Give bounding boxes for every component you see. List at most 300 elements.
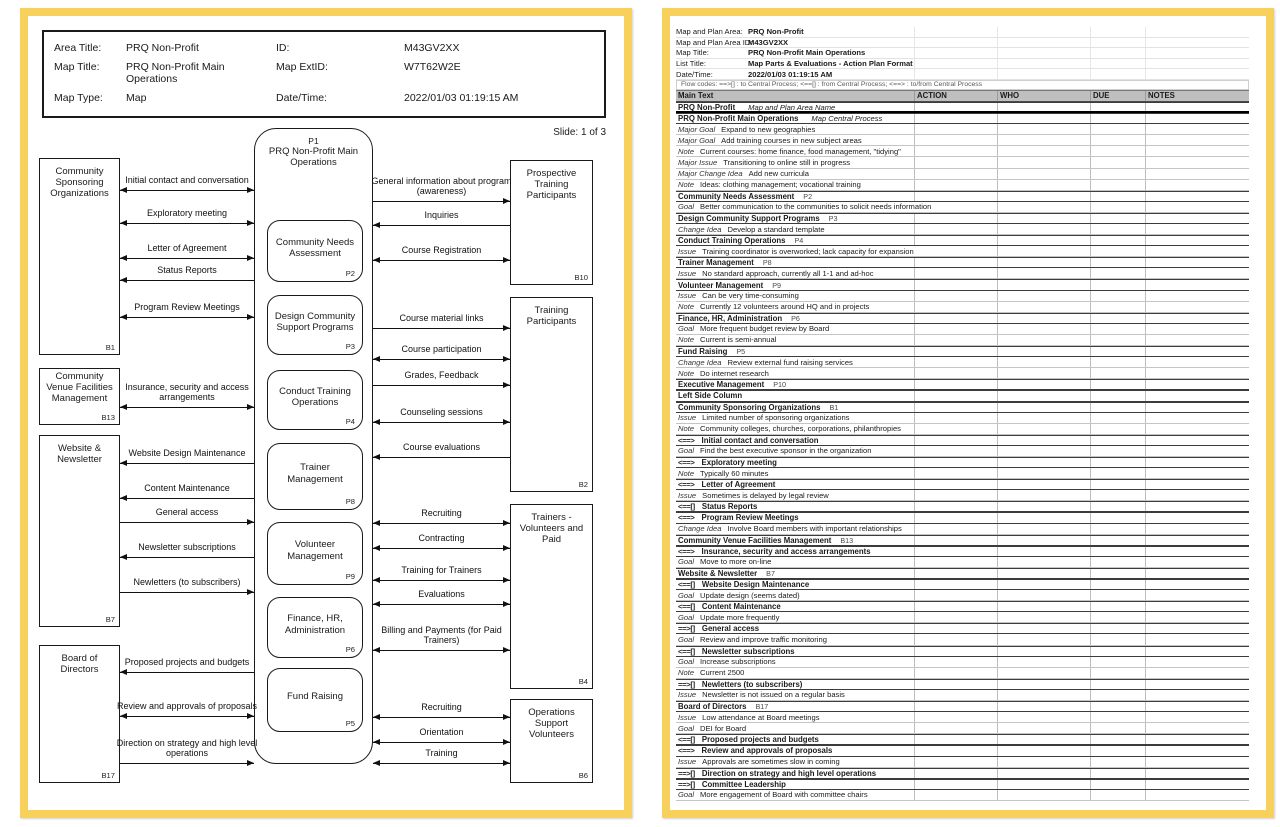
flow-code-glyph: <==[] xyxy=(678,580,695,590)
gridline xyxy=(997,169,998,179)
gridline xyxy=(914,468,915,478)
row-section-text: Community Sponsoring Organizations xyxy=(678,402,821,412)
external-box-label: Board of Directors xyxy=(60,653,99,676)
gridline xyxy=(914,114,915,123)
external-box-code: B6 xyxy=(578,771,588,780)
meta-empty-cell xyxy=(997,69,1090,79)
gridline xyxy=(1090,436,1091,445)
flow-code-glyph: <==[] xyxy=(678,646,695,656)
row-attr-prefix: Issue xyxy=(678,413,697,423)
gridline xyxy=(1145,712,1146,722)
flow-arrow-right-14-line xyxy=(373,742,510,743)
table-content-rows xyxy=(676,102,1249,801)
central-process-title: PRQ Non-Profit Main Operations xyxy=(268,146,359,168)
arrowhead-right-icon xyxy=(247,519,254,525)
gridline xyxy=(914,291,915,301)
flow-code-glyph: ==>[] xyxy=(678,768,695,778)
flow-arrow-left-0-label: Initial contact and conversation xyxy=(125,174,249,185)
row-attr-text: Increase subscriptions xyxy=(700,657,776,667)
flow-code-glyph: <==> xyxy=(678,435,695,445)
flow-arrow-right-9-label: Contracting xyxy=(418,532,465,543)
flow-arrow-left-8-label: General access xyxy=(155,506,219,517)
gridline xyxy=(997,569,998,578)
gridline xyxy=(1090,291,1091,301)
gridline xyxy=(914,446,915,456)
flow-code-glyph: <==> xyxy=(678,513,695,523)
gridline xyxy=(997,124,998,134)
gridline xyxy=(1090,602,1091,611)
row-flow-text: Exploratory meeting xyxy=(701,458,777,468)
row-section-code: P3 xyxy=(828,213,838,223)
table-row xyxy=(676,657,1249,668)
row-title-note: Map Central Process xyxy=(811,114,883,124)
gridline xyxy=(997,391,998,400)
row-main-text xyxy=(676,357,856,367)
gridline xyxy=(914,224,915,234)
flow-arrow-left-11-line xyxy=(120,672,254,673)
gridline xyxy=(1145,157,1146,167)
gridline xyxy=(997,612,998,622)
gridline xyxy=(1145,657,1146,667)
flow-arrow-right-3-line xyxy=(373,328,510,329)
row-main-text xyxy=(676,502,760,511)
flow-arrow-left-9-label: Newsletter subscriptions xyxy=(138,541,236,552)
flow-arrow-left-5-label: Insurance, security and access arrangements xyxy=(125,381,249,402)
row-section-code: P8 xyxy=(762,258,772,268)
header-field-value: 2022/01/03 01:19:15 AM xyxy=(404,92,519,104)
gridline xyxy=(997,214,998,223)
flow-arrow-right-12-line xyxy=(373,650,510,651)
gridline xyxy=(1145,324,1146,334)
gridline xyxy=(914,413,915,423)
column-header: WHO xyxy=(997,91,1090,101)
row-main-text xyxy=(676,291,802,301)
row-main-text xyxy=(676,192,815,201)
process-box-p3 xyxy=(267,295,363,355)
gridline xyxy=(1090,368,1091,378)
gridline xyxy=(997,513,998,522)
table-row xyxy=(676,712,1249,723)
row-flow-text: Letter of Agreement xyxy=(701,480,776,490)
arrowhead-left-icon xyxy=(373,356,380,362)
row-section-code: P6 xyxy=(791,313,800,323)
row-attr-prefix: Goal xyxy=(678,723,695,733)
gridline xyxy=(1090,590,1091,600)
external-box-label: Website & Newsletter xyxy=(57,443,102,466)
process-box-code: P6 xyxy=(345,645,355,654)
flow-arrow-left-12-line xyxy=(120,716,254,717)
table-row xyxy=(676,501,1249,512)
row-attr-text: Typically 60 minutes xyxy=(700,468,769,478)
row-attr-text: Review external fund raising services xyxy=(727,357,853,367)
meta-value: PRQ Non-Profit Main Operations xyxy=(748,48,866,58)
gridline xyxy=(997,790,998,800)
arrowhead-right-icon xyxy=(247,589,254,595)
header-field-value: W7T62W2E xyxy=(404,61,461,73)
meta-value: M43GV2XX xyxy=(748,37,789,47)
gridline xyxy=(1145,536,1146,545)
meta-label: Map and Plan Area: xyxy=(676,27,743,37)
gridline xyxy=(997,135,998,145)
arrowhead-right-icon xyxy=(503,545,510,551)
arrowhead-right-icon xyxy=(503,257,510,263)
arrowhead-left-icon xyxy=(373,760,380,766)
flow-arrow-right-3-label: Course material links xyxy=(399,312,484,323)
flow-arrow-left-6-line xyxy=(120,463,254,464)
row-attr-text: Current courses: home finance, food management, "tidying" xyxy=(700,146,901,156)
arrowhead-left-icon xyxy=(373,601,380,607)
gridline xyxy=(997,436,998,445)
flow-arrow-left-1-label: Exploratory meeting xyxy=(146,207,228,218)
gridline xyxy=(1145,135,1146,145)
flow-arrow-right-9-line xyxy=(373,548,510,549)
gridline xyxy=(1090,780,1091,789)
process-box-p2 xyxy=(267,220,363,282)
row-main-text xyxy=(676,680,805,689)
row-attr-prefix: Major Issue xyxy=(678,157,718,167)
external-box-label: Community Venue Facilities Management xyxy=(46,371,113,405)
gridline xyxy=(997,547,998,556)
table-row xyxy=(676,279,1249,290)
row-main-text xyxy=(676,780,789,789)
row-attr-prefix: Note xyxy=(678,468,695,478)
flow-arrow-left-9-line xyxy=(120,557,254,558)
table-row xyxy=(676,435,1249,446)
gridline xyxy=(914,657,915,667)
header-field-value: PRQ Non-Profit xyxy=(126,42,199,54)
table-row xyxy=(676,302,1249,313)
gridline xyxy=(1090,647,1091,656)
row-section-code: B13 xyxy=(840,535,854,545)
gridline xyxy=(997,324,998,334)
gridline xyxy=(1090,468,1091,478)
flow-arrow-right-10-line xyxy=(373,580,510,581)
row-section-code: P9 xyxy=(772,280,781,290)
flow-arrow-right-14-label: Orientation xyxy=(419,726,464,737)
header-field-label: Map ExtID: xyxy=(276,61,328,73)
gridline xyxy=(1145,335,1146,345)
row-attr-text: Better communication to the communities to solicit needs information xyxy=(700,202,932,212)
flow-arrow-left-13-line xyxy=(120,763,254,764)
arrowhead-right-icon xyxy=(247,187,254,193)
gridline xyxy=(997,590,998,600)
gridline xyxy=(914,280,915,289)
row-attr-text: Add new curricula xyxy=(748,169,809,179)
arrowhead-left-icon xyxy=(120,669,127,675)
gridline xyxy=(914,380,915,389)
gridline xyxy=(914,103,915,111)
gridline xyxy=(914,602,915,611)
meta-empty-cell xyxy=(914,48,997,58)
process-box-p4 xyxy=(267,370,363,430)
table-row xyxy=(676,324,1249,335)
gridline xyxy=(1145,103,1146,111)
arrowhead-right-icon xyxy=(503,739,510,745)
gridline xyxy=(1090,513,1091,522)
table-meta-rows xyxy=(676,22,1249,80)
gridline xyxy=(914,712,915,722)
process-box-p8 xyxy=(267,443,363,510)
flow-code-glyph: <==[] xyxy=(678,602,695,612)
gridline xyxy=(997,446,998,456)
meta-empty-cell xyxy=(914,69,997,79)
header-field-value: M43GV2XX xyxy=(404,42,460,54)
flow-code-glyph: <==> xyxy=(678,746,695,756)
gridline xyxy=(997,302,998,312)
row-main-text xyxy=(676,347,748,356)
gridline xyxy=(914,735,915,744)
gridline xyxy=(914,490,915,500)
gridline xyxy=(914,480,915,489)
gridline xyxy=(1090,746,1091,755)
gridline xyxy=(1145,590,1146,600)
row-main-text xyxy=(676,246,917,256)
table-row xyxy=(676,745,1249,756)
gridline xyxy=(1145,146,1146,156)
flow-arrow-right-6-label: Counseling sessions xyxy=(400,406,483,417)
arrowhead-right-icon xyxy=(503,647,510,653)
flow-code-glyph: ==>[] xyxy=(678,624,695,634)
row-flow-text: General access xyxy=(701,624,760,634)
flow-arrow-right-10-label: Training for Trainers xyxy=(401,564,482,575)
row-main-text xyxy=(676,612,782,622)
row-section-code: B17 xyxy=(755,702,769,712)
gridline xyxy=(1090,657,1091,667)
gridline xyxy=(997,268,998,278)
process-box-code: P8 xyxy=(345,497,355,506)
gridline xyxy=(1145,268,1146,278)
map-diagram xyxy=(28,16,624,810)
gridline xyxy=(1145,480,1146,489)
gridline xyxy=(1145,612,1146,622)
column-header: Main Text xyxy=(678,91,714,101)
gridline xyxy=(997,258,998,267)
gridline xyxy=(997,647,998,656)
row-section-code: P5 xyxy=(736,347,746,357)
row-attr-text: Involve Board members with important relationships xyxy=(727,524,902,534)
gridline xyxy=(1145,557,1146,567)
gridline xyxy=(1145,634,1146,644)
table-row xyxy=(676,335,1249,346)
gridline xyxy=(914,391,915,400)
gridline xyxy=(914,702,915,711)
gridline xyxy=(997,624,998,633)
gridline xyxy=(1090,634,1091,644)
gridline xyxy=(914,769,915,778)
row-section-code: P4 xyxy=(794,236,804,246)
table-row xyxy=(676,446,1249,457)
process-box-code: P2 xyxy=(345,269,355,278)
meta-row xyxy=(676,59,1249,70)
flow-arrow-right-0-line xyxy=(373,201,510,202)
row-attr-text: Add training courses in new subject areas xyxy=(721,135,862,145)
table-row xyxy=(676,623,1249,634)
gridline xyxy=(914,324,915,334)
arrowhead-right-icon xyxy=(503,325,510,331)
flow-arrow-right-1-line xyxy=(373,225,510,226)
gridline xyxy=(914,347,915,356)
table-row xyxy=(676,768,1249,779)
gridline xyxy=(914,580,915,589)
gridline xyxy=(1145,391,1146,400)
flow-arrow-right-5-label: Grades, Feedback xyxy=(404,369,479,380)
row-section-code: B1 xyxy=(829,402,839,412)
table-row xyxy=(676,169,1249,180)
gridline xyxy=(1145,246,1146,256)
table-row xyxy=(676,701,1249,712)
meta-empty-cell xyxy=(914,59,997,69)
flow-arrow-left-7-label: Content Maintenance xyxy=(144,482,230,493)
row-main-text xyxy=(676,590,803,600)
flow-arrow-left-7-line xyxy=(120,498,254,499)
row-attr-text: Limited number of sponsoring organizations xyxy=(702,413,850,423)
gridline xyxy=(1090,569,1091,578)
row-attr-text: Current is semi-annual xyxy=(700,335,777,345)
row-main-text xyxy=(676,557,774,567)
row-main-text xyxy=(676,436,822,445)
gridline xyxy=(914,612,915,622)
flow-arrow-left-3-line xyxy=(120,280,254,281)
header-field-label: Map Title: xyxy=(54,61,100,73)
gridline xyxy=(1145,368,1146,378)
row-section-text: Community Needs Assessment xyxy=(678,191,795,201)
gridline xyxy=(1145,124,1146,134)
gridline xyxy=(997,357,998,367)
gridline xyxy=(1090,258,1091,267)
flow-code-glyph: <==> xyxy=(678,458,695,468)
gridline xyxy=(1145,413,1146,423)
process-box-label: Community Needs Assessment xyxy=(275,236,355,259)
gridline xyxy=(1145,735,1146,744)
gridline xyxy=(1145,690,1146,700)
row-attr-prefix: Major Change Idea xyxy=(678,169,743,179)
gridline xyxy=(1090,157,1091,167)
row-section-text: Community Venue Facilities Management xyxy=(678,535,832,545)
row-main-text xyxy=(676,468,771,478)
gridline xyxy=(914,723,915,733)
row-attr-text: Low attendance at Board meetings xyxy=(702,712,820,722)
external-box-label: Trainers - Volunteers and Paid xyxy=(519,512,584,546)
row-main-text xyxy=(676,335,779,345)
arrowhead-left-icon xyxy=(120,277,127,283)
flow-arrow-right-2-label: Course Registration xyxy=(401,244,482,255)
process-box-label: Design Community Support Programs xyxy=(274,310,356,333)
gridline xyxy=(1090,103,1091,111)
row-attr-prefix: Issue xyxy=(678,690,697,700)
flow-code-glyph: <==[] xyxy=(678,735,695,745)
flow-arrow-left-2-label: Letter of Agreement xyxy=(147,242,227,253)
gridline xyxy=(1090,246,1091,256)
gridline xyxy=(997,180,998,190)
row-attr-text: Current 2500 xyxy=(700,668,745,678)
row-attr-prefix: Goal xyxy=(678,446,695,456)
row-main-text xyxy=(676,769,879,778)
flow-arrow-right-7-label: Course evaluations xyxy=(402,441,481,452)
table-row xyxy=(676,757,1249,768)
row-attr-text: Community colleges, churches, corporations, philanthropies xyxy=(700,424,901,434)
gridline xyxy=(1145,723,1146,733)
gridline xyxy=(1145,524,1146,534)
gridline xyxy=(914,502,915,511)
gridline xyxy=(1145,214,1146,223)
arrowhead-right-icon xyxy=(503,714,510,720)
gridline xyxy=(914,513,915,522)
flow-arrow-left-4-label: Program Review Meetings xyxy=(134,301,240,312)
external-box-b17 xyxy=(39,645,120,783)
gridline xyxy=(1090,124,1091,134)
external-box-b10 xyxy=(510,160,593,285)
flow-code-glyph: <==> xyxy=(678,546,695,556)
row-attr-prefix: Change Idea xyxy=(678,224,722,234)
arrowhead-right-icon xyxy=(503,382,510,388)
gridline xyxy=(914,458,915,467)
table-row xyxy=(676,690,1249,701)
gridline xyxy=(997,424,998,434)
process-box-code: P5 xyxy=(345,719,355,728)
flow-arrow-right-4-line xyxy=(373,359,510,360)
gridline xyxy=(914,157,915,167)
gridline xyxy=(914,680,915,689)
table-row xyxy=(676,191,1249,202)
row-flow-text: Review and approvals of proposals xyxy=(701,746,833,756)
gridline xyxy=(997,202,998,212)
external-box-code: B10 xyxy=(574,273,588,282)
table-row xyxy=(676,124,1249,135)
gridline xyxy=(1090,180,1091,190)
arrowhead-left-icon xyxy=(373,714,380,720)
gridline xyxy=(1145,790,1146,800)
row-attr-prefix: Goal xyxy=(678,612,695,622)
gridline xyxy=(1090,712,1091,722)
flow-arrow-left-1-line xyxy=(120,223,254,224)
row-attr-text: Approvals are sometimes slow in coming xyxy=(702,757,840,767)
row-attr-prefix: Note xyxy=(678,180,695,190)
flow-arrow-right-0-label: General information about program (awareness) xyxy=(371,175,512,196)
flow-arrow-left-4-line xyxy=(120,317,254,318)
gridline xyxy=(1145,192,1146,201)
gridline xyxy=(1145,780,1146,789)
gridline xyxy=(1090,757,1091,767)
external-box-label: Training Participants xyxy=(526,305,577,328)
gridline xyxy=(1090,580,1091,589)
table-row xyxy=(676,535,1249,546)
table-row xyxy=(676,424,1249,435)
row-section-code: B7 xyxy=(766,568,775,578)
row-attr-text: DEI for Board xyxy=(700,723,747,733)
row-section-text: Board of Directors xyxy=(678,702,747,712)
meta-empty-cell xyxy=(914,38,997,48)
meta-empty-cell xyxy=(1090,27,1145,37)
gridline xyxy=(1090,335,1091,345)
gridline xyxy=(914,135,915,145)
row-main-text xyxy=(676,790,871,800)
table-row xyxy=(676,313,1249,324)
gridline xyxy=(1090,214,1091,223)
gridline xyxy=(1090,413,1091,423)
gridline xyxy=(1145,702,1146,711)
gridline xyxy=(1090,403,1091,412)
row-main-text xyxy=(676,214,840,223)
flow-arrow-left-8-line xyxy=(120,522,254,523)
meta-row xyxy=(676,27,1249,38)
row-attr-prefix: Goal xyxy=(678,635,695,645)
gridline xyxy=(914,335,915,345)
gridline xyxy=(914,357,915,367)
row-flow-text: Website Design Maintenance xyxy=(701,580,810,590)
arrowhead-left-icon xyxy=(373,520,380,526)
gridline xyxy=(1090,490,1091,500)
row-main-text xyxy=(676,103,838,111)
